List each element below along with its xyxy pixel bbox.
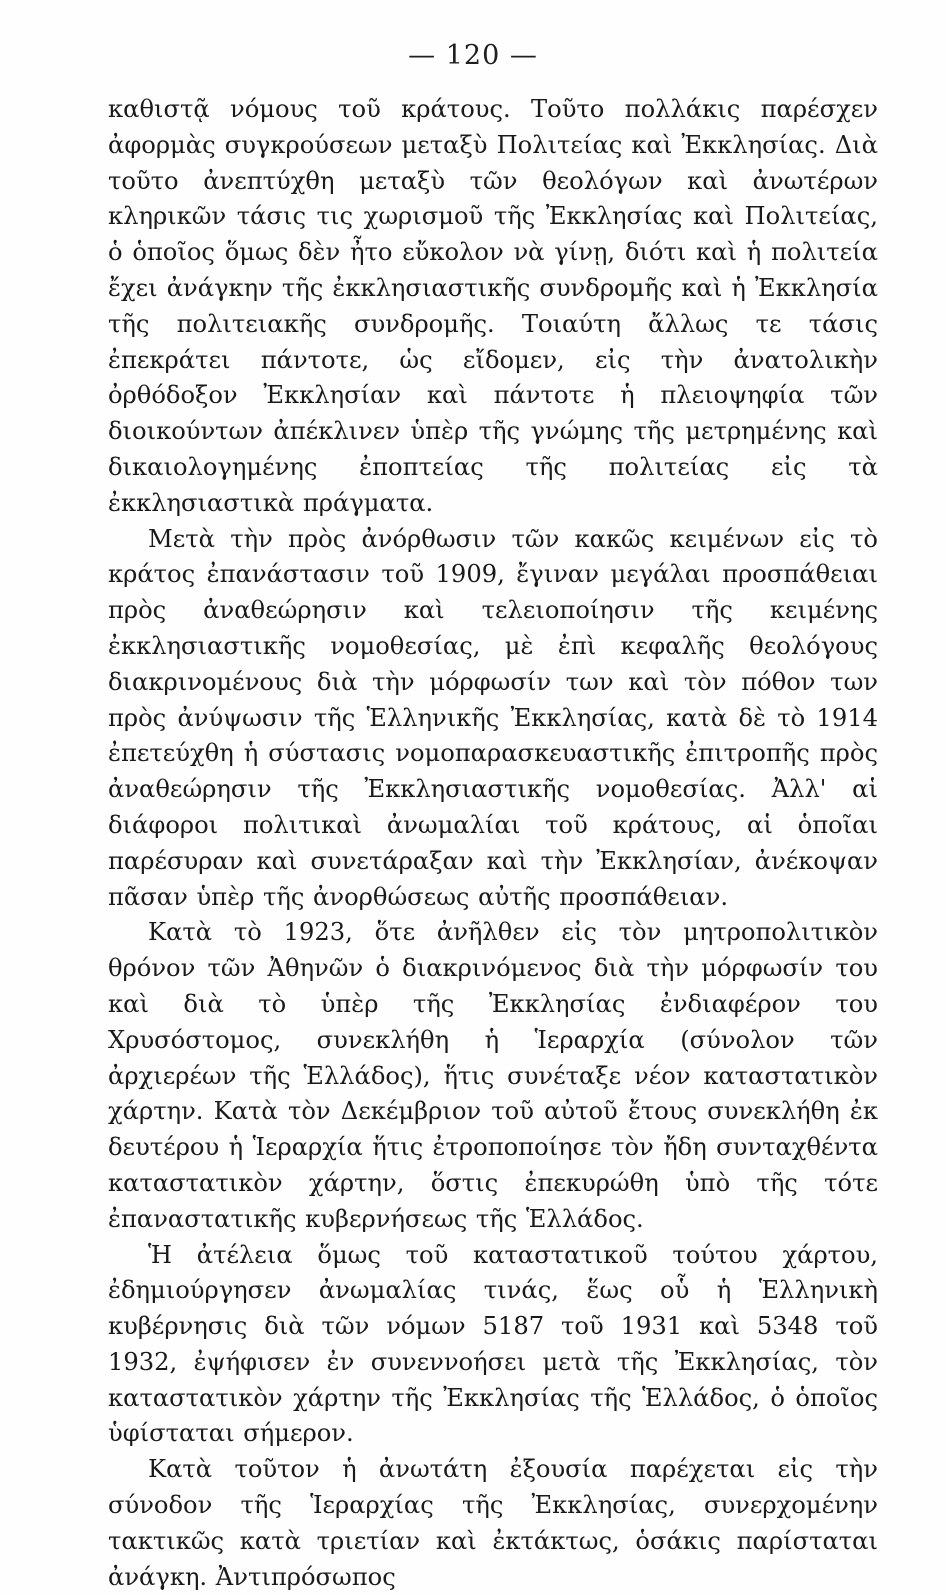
page-number: — 120 — — [408, 40, 538, 71]
paragraph-4: Ἡ ἀτέλεια ὅμως τοῦ καταστατικοῦ τούτου χάρτου, ἐδημιούργησεν ἀνωμαλίας τινάς, ἕως οὗ ἡ Ἑλληνικὴ κυβέρνησις διὰ τῶν νόμων 5187 τοῦ 1931 καὶ 5348 τοῦ 1932, ἐψήφισεν ἐν συνεννοήσει μετὰ τῆς Ἐκκλησίας, τὸν καταστατικὸν χάρτην τῆς Ἐκκλησίας τῆς Ἑλλάδος, ὁ ὁποῖος ὑφίσταται σήμερον. — [108, 1240, 878, 1448]
body-text — [108, 92, 878, 1595]
paragraph-2: Μετὰ τὴν πρὸς ἀνόρθωσιν τῶν κακῶς κειμένων εἰς τὸ κράτος ἐπανάστασιν τοῦ 1909, ἔγιναν μεγάλαι προσπάθειαι πρὸς ἀναθεώρησιν καὶ τελειοποίησιν τῆς κειμένης ἐκκλησιαστικῆς νομοθεσίας, μὲ ἐπὶ κεφαλῆς θεολόγους διακρινομένους διὰ τὴν μόρφωσίν των καὶ τὸν πόθον των πρὸς ἀνύψωσιν τῆς Ἑλληνικῆς Ἐκκλησίας, κατὰ δὲ τὸ 1914 ἐπετεύχθη ἡ σύστασις νομοπαρασκευαστικῆς ἐπιτροπῆς πρὸς ἀναθεώρησιν τῆς Ἐκκλησιαστικῆς νομοθεσίας. Ἀλλ' αἱ διάφοροι πολιτικαὶ ἀνωμαλίαι τοῦ κράτους, αἱ ὁποῖαι παρέσυραν καὶ συνετάραξαν καὶ τὴν Ἐκκλησίαν, ἀνέκοψαν πᾶσαν ὑπὲρ τῆς ἀνορθώσεως αὐτῆς προσπάθειαν. — [108, 524, 878, 911]
paragraph-3: Κατὰ τὸ 1923, ὅτε ἀνῆλθεν εἰς τὸν μητροπολιτικὸν θρόνον τῶν Ἀθηνῶν ὁ διακρινόμενος διὰ τὴν μόρφωσίν του καὶ διὰ τὸ ὑπὲρ τῆς Ἐκκλησίας ἐνδιαφέρον του Χρυσόστομος, συνεκλήθη ἡ Ἱεραρχία (σύνολον τῶν ἀρχιερέων τῆς Ἑλλάδος), ἥτις συνέταξε νέον καταστατικὸν χάρτην. Κατὰ τὸν Δεκέμβριον τοῦ αὐτοῦ ἔτους συνεκλήθη ἐκ δευτέρου ἡ Ἱεραρχία ἥτις ἐτροποποίησε τὸν ἤδη συνταχθέντα καταστατικὸν χάρτην, ὅστις ἐπεκυρώθη ὑπὸ τῆς τότε ἐπαναστατικῆς κυβερνήσεως τῆς Ἑλλάδος. — [108, 918, 878, 1233]
paragraph-1: καθιστᾷ νόμους τοῦ κράτους. Τοῦτο πολλάκις παρέσχεν ἀφορμὰς συγκρούσεων μεταξὺ Πολιτείας καὶ Ἐκκλησίας. Διὰ τοῦτο ἀνεπτύχθη μεταξὺ τῶν θεολόγων καὶ ἀνωτέρων κληρικῶν τάσις τις χωρισμοῦ τῆς Ἐκκλησίας καὶ Πολιτείας, ὁ ὁποῖος ὅμως δὲν ἦτο εὔκολον νὰ γίνῃ, διότι καὶ ἡ πολιτεία ἔχει ἀνάγκην τῆς ἐκκλησιαστικῆς συνδρομῆς καὶ ἡ Ἐκκλησία τῆς πολιτειακῆς συνδρομῆς. Τοιαύτη ἄλλως τε τάσις ἐπεκράτει πάντοτε, ὡς εἴδομεν, εἰς τὴν ἀνατολικὴν ὀρθόδοξον Ἐκκλησίαν καὶ πάντοτε ἡ πλειοψηφία τῶν διοικούντων ἀπέκλινεν ὑπὲρ τῆς γνώμης τῆς μετρημένης καὶ δικαιολογημένης ἐποπτείας τῆς πολιτείας εἰς τὰ ἐκκλησιαστικὰ πράγματα. — [108, 95, 878, 517]
paragraph-5: Κατὰ τοῦτον ἡ ἀνωτάτη ἐξουσία παρέχεται εἰς τὴν σύνοδον τῆς Ἱεραρχίας τῆς Ἐκκλησίας, συνερχομένην τακτικῶς κατὰ τριετίαν καὶ ἐκτάκτως, ὁσάκις παρίσταται ἀνάγκη. Ἀντιπρόσωπος — [108, 1455, 878, 1591]
